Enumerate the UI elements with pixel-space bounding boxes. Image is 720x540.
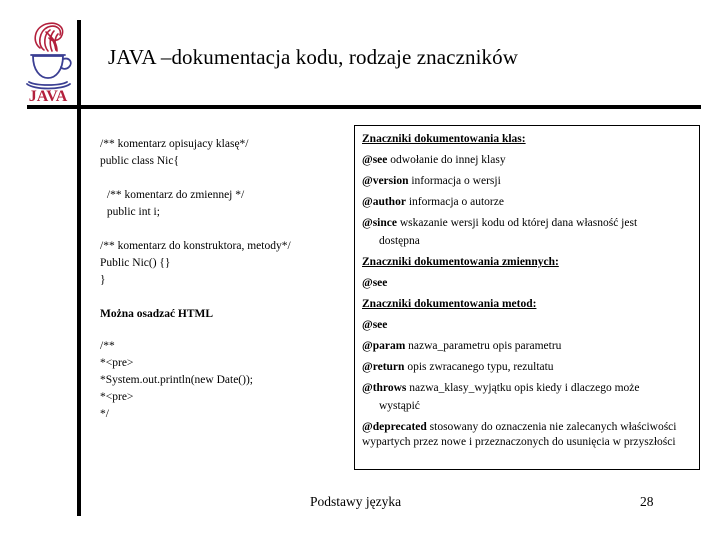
code-spacer — [100, 323, 350, 338]
code-example-column — [100, 136, 350, 423]
javadoc-tag-description: informacja o autorze — [405, 196, 504, 208]
tag-entry — [362, 153, 692, 167]
javadoc-tag-description: stosowany do oznaczenia nie zalecanych właściwości wypartych przez nowe i przeznaczonych do usunięcia w przyszłości — [362, 421, 677, 448]
code-line: /** — [100, 340, 115, 352]
tag-entry — [362, 360, 692, 374]
tag-entry — [362, 276, 692, 290]
code-line: /** komentarz opisujacy klasę*/ — [100, 138, 249, 150]
tag-entry — [362, 195, 692, 209]
code-spacer — [100, 289, 350, 306]
horizontal-divider-rule — [27, 105, 701, 109]
tag-entry — [362, 339, 692, 353]
javadoc-tag: @see — [362, 154, 388, 166]
code-line: *<pre> — [100, 391, 134, 403]
code-line: */ — [100, 408, 109, 420]
javadoc-tag: @return — [362, 361, 405, 373]
code-line: *<pre> — [100, 357, 134, 369]
code-line: /** komentarz do konstruktora, metody*/ — [100, 240, 291, 252]
code-line: *System.out.println(new Date()); — [100, 374, 253, 386]
javadoc-tag-description: informacja o wersji — [408, 175, 501, 187]
javadoc-tag: @deprecated — [362, 421, 427, 433]
tag-entry — [362, 216, 692, 230]
javadoc-tag: @throws — [362, 382, 407, 394]
code-spacer — [100, 170, 350, 187]
java-wordmark: JAVA — [28, 88, 68, 104]
html-embed-note: Można osadzać HTML — [100, 308, 214, 320]
javadoc-tag-description: opis zwracanego typu, rezultatu — [404, 361, 554, 373]
vertical-divider-rule — [77, 20, 81, 516]
section-heading-variables: Znaczniki dokumentowania zmiennych: — [362, 256, 559, 268]
footer-page-number: 28 — [640, 494, 654, 509]
java-logo-icon — [20, 18, 76, 104]
javadoc-tag-description: odwołanie do innej klasy — [387, 154, 506, 166]
section-heading-classes: Znaczniki dokumentowania klas: — [362, 133, 526, 145]
tag-entry — [362, 318, 692, 332]
javadoc-tag-description: nazwa_parametru opis parametru — [405, 340, 562, 352]
code-spacer — [100, 221, 350, 238]
javadoc-tag: @since — [362, 217, 397, 229]
footer-label: Podstawy języka — [310, 494, 402, 509]
tag-entry — [362, 381, 692, 395]
code-line: Public Nic() {} — [100, 257, 171, 269]
tag-entry — [362, 174, 692, 188]
page-title: JAVA –dokumentacja kodu, rodzaje znaczników — [108, 45, 519, 69]
code-line: public int i; — [104, 206, 160, 218]
javadoc-tag-description: wskazanie wersji kodu od której dana własność jest — [396, 217, 638, 229]
javadoc-tag: @author — [362, 196, 406, 208]
javadoc-tag-description: nazwa_klasy_wyjątku opis kiedy i dlaczego może — [406, 382, 640, 394]
tag-description-continuation: wystąpić — [379, 400, 420, 412]
javadoc-tag: @see — [362, 277, 388, 289]
javadoc-tag: @param — [362, 340, 406, 352]
javadoc-tags-panel — [354, 125, 700, 470]
tag-description-continuation: dostępna — [379, 235, 420, 247]
javadoc-tag: @version — [362, 175, 409, 187]
code-line: public class Nic{ — [100, 155, 179, 167]
code-line: } — [100, 274, 106, 286]
javadoc-tag: @see — [362, 319, 388, 331]
section-heading-methods: Znaczniki dokumentowania metod: — [362, 298, 537, 310]
code-line: /** komentarz do zmiennej */ — [104, 189, 245, 201]
java-logo — [20, 18, 76, 104]
tag-entry-deprecated — [362, 420, 692, 450]
